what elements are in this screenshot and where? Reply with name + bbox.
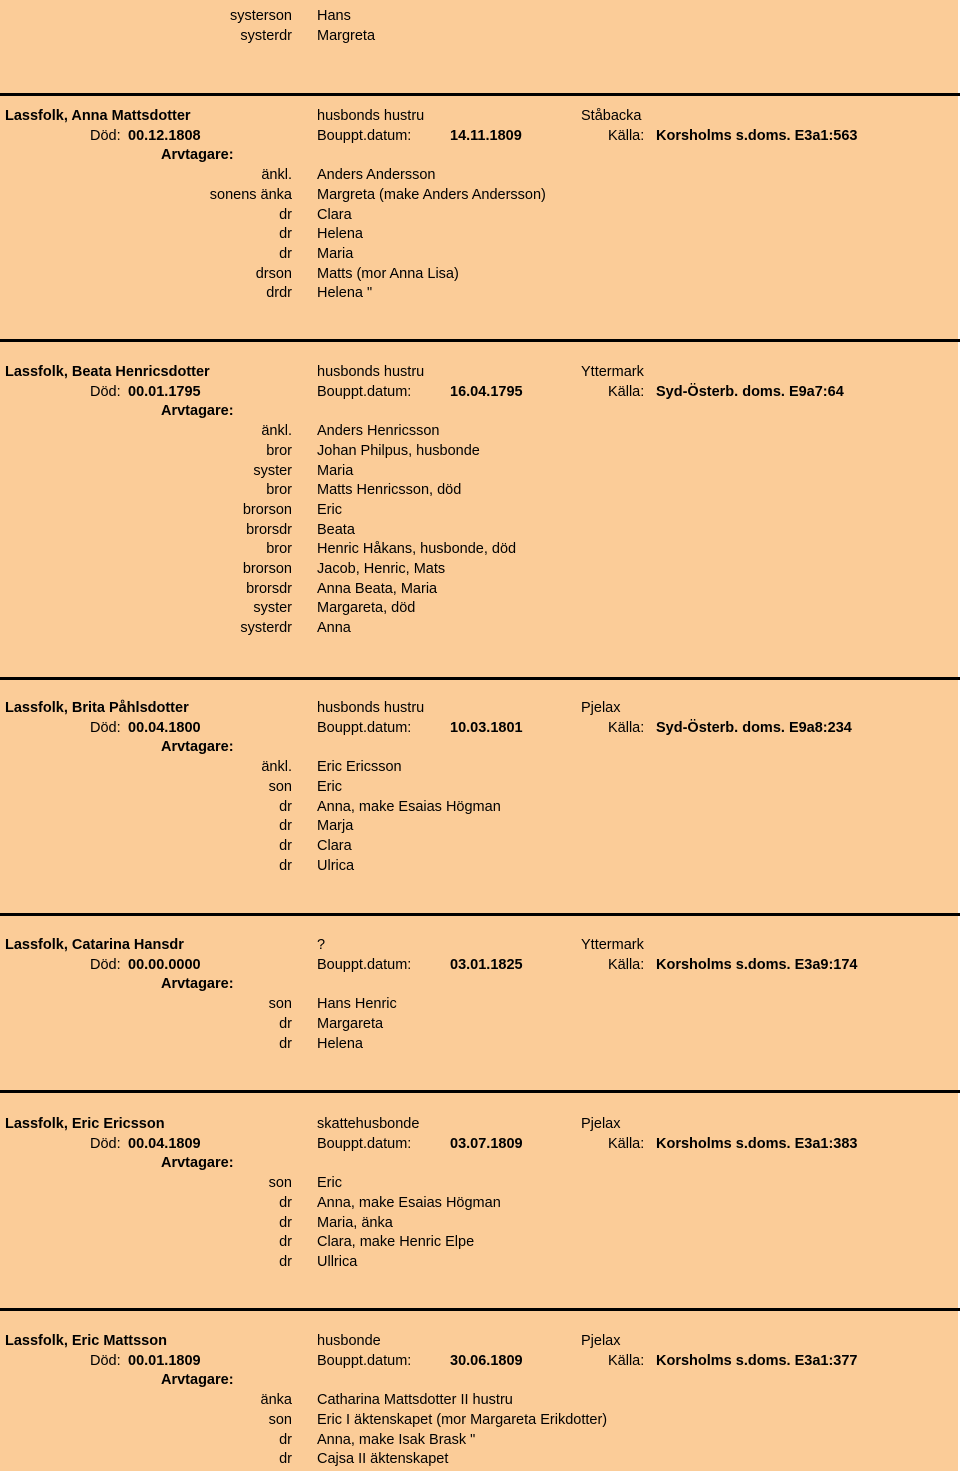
heir-relation: änkl. — [261, 423, 292, 440]
source-label: Källa: — [608, 956, 645, 973]
heirs-heading — [0, 145, 958, 165]
heir-relation: dr — [279, 1035, 292, 1052]
death-date: 00.04.1809 — [128, 1135, 201, 1152]
heirs-heading — [0, 974, 958, 994]
heir-relation: bror — [266, 442, 292, 459]
heir-name: Cajsa II äktenskapet — [317, 1451, 449, 1468]
heir-name: Margreta (make Anders Andersson) — [317, 186, 546, 203]
heir-relation: dr — [279, 837, 292, 854]
record-dates — [0, 126, 958, 146]
heir-relation: son — [268, 778, 292, 795]
heir-relation: systerdr — [240, 28, 292, 44]
heir-name: Margareta — [317, 1015, 384, 1032]
heir-relation: systerson — [229, 8, 292, 24]
death-date-label: Död: — [90, 383, 121, 400]
heir-relation: dr — [279, 1194, 292, 1211]
heir-row — [0, 618, 958, 638]
inventory-date: 30.06.1809 — [450, 1352, 523, 1369]
heir-row — [0, 1232, 958, 1252]
deceased-place: Yttermark — [581, 364, 644, 380]
death-date: 00.04.1800 — [128, 719, 201, 736]
heir-row — [0, 6, 958, 26]
record-dates — [0, 718, 958, 738]
heir-relation: dr — [279, 245, 292, 262]
heir-row — [0, 777, 958, 797]
heir-name: Marja — [317, 818, 354, 835]
deceased-place: Pjelax — [581, 700, 621, 716]
source-label: Källa: — [608, 1352, 645, 1369]
source-reference: Korsholms s.doms. E3a1:383 — [656, 1135, 858, 1152]
death-date-label: Död: — [90, 1352, 121, 1369]
deceased-place: Pjelax — [581, 1333, 621, 1349]
record-dates — [0, 1351, 958, 1371]
heir-relation: brorson — [242, 561, 292, 577]
record-header — [0, 1114, 958, 1134]
heir-name: Helena " — [317, 285, 373, 302]
record-header — [0, 935, 958, 955]
record-header — [0, 1331, 958, 1351]
heir-relation: son — [268, 1411, 292, 1428]
heir-row — [0, 185, 958, 205]
heir-name: Hans — [317, 8, 351, 24]
heir-name: Jacob, Henric, Mats — [317, 561, 446, 577]
heir-row — [0, 283, 958, 303]
inventory-date-label: Bouppt.datum: — [317, 1352, 412, 1369]
inventory-date-label: Bouppt.datum: — [317, 383, 412, 400]
heir-name: Anna, make Isak Brask " — [317, 1431, 476, 1448]
heir-relation: brorson — [242, 501, 292, 518]
heir-name: Eric I äktenskapet (mor Margareta Erikdotter) — [317, 1411, 608, 1428]
death-date: 00.01.1809 — [128, 1352, 201, 1369]
heir-name: Beata — [317, 521, 355, 538]
heirs-label: Arvtagare: — [161, 147, 234, 164]
heir-row — [0, 520, 958, 540]
deceased-place: Yttermark — [581, 937, 644, 953]
heir-name: Matts Henricsson, död — [317, 482, 462, 499]
inventory-date: 16.04.1795 — [450, 383, 523, 400]
inventory-date: 03.01.1825 — [450, 956, 523, 973]
heir-name: Anna, make Esaias Högman — [317, 798, 501, 815]
source-reference: Korsholms s.doms. E3a1:563 — [656, 127, 858, 144]
death-date: 00.12.1808 — [128, 127, 201, 144]
heir-relation: syster — [253, 600, 292, 617]
heir-name: Anna Beata, Maria — [317, 580, 438, 597]
source-label: Källa: — [608, 1135, 645, 1152]
death-date-label: Död: — [90, 1135, 121, 1152]
heir-relation: drson — [255, 265, 292, 282]
heir-row — [0, 500, 958, 520]
heir-name: Anna — [317, 620, 351, 637]
heir-row — [0, 836, 958, 856]
heir-name: Maria, änka — [317, 1214, 393, 1231]
inventory-date-label: Bouppt.datum: — [317, 956, 412, 973]
heir-relation: änkl. — [261, 167, 292, 184]
heir-name: Margreta — [317, 28, 376, 44]
heir-name: Ulrica — [317, 857, 355, 874]
heir-name: Catharina Mattsdotter II hustru — [317, 1392, 513, 1409]
heir-relation: dr — [279, 1451, 292, 1468]
heir-name: Clara — [317, 837, 352, 854]
heir-relation: bror — [266, 541, 292, 558]
inventory-date: 14.11.1809 — [450, 127, 522, 144]
deceased-place: Ståbacka — [581, 108, 642, 124]
heir-relation: son — [268, 1175, 292, 1192]
heir-row — [0, 224, 958, 244]
heir-relation: dr — [279, 226, 292, 243]
heir-relation: dr — [279, 1253, 292, 1270]
heir-name: Eric — [317, 501, 342, 518]
death-date: 00.00.0000 — [128, 956, 201, 973]
death-date-label: Död: — [90, 719, 121, 736]
deceased-role: ? — [317, 937, 326, 953]
heir-row — [0, 421, 958, 441]
heir-row — [0, 205, 958, 225]
heir-row — [0, 1390, 958, 1410]
heir-name: Hans Henric — [317, 996, 397, 1013]
source-reference: Korsholms s.doms. E3a9:174 — [656, 956, 858, 973]
heirs-heading — [0, 737, 958, 757]
record-header — [0, 106, 958, 126]
heirs-heading — [0, 1153, 958, 1173]
heir-row — [0, 559, 958, 579]
heir-relation: dr — [279, 857, 292, 874]
heir-row — [0, 1430, 958, 1450]
heir-row — [0, 244, 958, 264]
heir-relation: bror — [266, 482, 292, 499]
heir-relation: brorsdr — [246, 521, 292, 538]
heir-row — [0, 1252, 958, 1272]
heirs-label: Arvtagare: — [161, 403, 234, 420]
heir-name: Matts (mor Anna Lisa) — [317, 265, 459, 282]
deceased-role: husbonde — [317, 1333, 381, 1349]
heir-row — [0, 1410, 958, 1430]
inventory-date-label: Bouppt.datum: — [317, 719, 412, 736]
heir-relation: syster — [253, 462, 292, 479]
heir-name: Anders Henricsson — [317, 423, 440, 440]
heir-row — [0, 1449, 958, 1469]
heir-row — [0, 264, 958, 284]
heir-relation: brorsdr — [246, 580, 292, 597]
deceased-name: Lassfolk, Eric Mattsson — [5, 1333, 167, 1349]
death-date: 00.01.1795 — [128, 383, 201, 400]
source-label: Källa: — [608, 719, 645, 736]
heir-name: Helena — [317, 226, 363, 243]
heir-name: Margareta, död — [317, 600, 416, 617]
heir-relation: systerdr — [240, 620, 292, 637]
heir-relation: son — [268, 996, 292, 1013]
heir-relation: sonens änka — [209, 186, 292, 203]
deceased-name: Lassfolk, Eric Ericsson — [5, 1116, 165, 1132]
heirs-heading — [0, 401, 958, 421]
heir-row — [0, 461, 958, 481]
heir-row — [0, 816, 958, 836]
inventory-date-label: Bouppt.datum: — [317, 127, 412, 144]
record-dates — [0, 1134, 958, 1154]
heir-relation: dr — [279, 1015, 292, 1032]
heir-name: Clara, make Henric Elpe — [317, 1234, 475, 1251]
heir-relation: dr — [279, 1234, 292, 1251]
deceased-name: Lassfolk, Catarina Hansdr — [5, 937, 184, 953]
death-date-label: Död: — [90, 127, 121, 144]
heir-name: Anna, make Esaias Högman — [317, 1194, 501, 1211]
heir-row — [0, 1193, 958, 1213]
deceased-name: Lassfolk, Brita Påhlsdotter — [5, 700, 189, 716]
heirs-label: Arvtagare: — [161, 1372, 234, 1389]
heir-name: Anders Andersson — [317, 167, 436, 184]
heir-name: Clara — [317, 206, 352, 223]
heir-name: Eric — [317, 1175, 342, 1192]
deceased-role: husbonds hustru — [317, 700, 425, 716]
heir-row — [0, 856, 958, 876]
heir-relation: dr — [279, 818, 292, 835]
heir-relation: änka — [260, 1392, 292, 1409]
record-dates — [0, 382, 958, 402]
heir-relation: dr — [279, 798, 292, 815]
heir-name: Henric Håkans, husbonde, död — [317, 541, 517, 558]
heirs-label: Arvtagare: — [161, 1155, 234, 1172]
source-reference: Syd-Österb. doms. E9a7:64 — [656, 383, 844, 400]
deceased-role: husbonds hustru — [317, 108, 425, 124]
heir-row — [0, 165, 958, 185]
heir-relation: drdr — [266, 285, 292, 302]
deceased-name: Lassfolk, Beata Henricsdotter — [5, 364, 210, 380]
heir-row — [0, 1014, 958, 1034]
heir-row — [0, 1173, 958, 1193]
inventory-date-label: Bouppt.datum: — [317, 1135, 412, 1152]
inventory-date: 03.07.1809 — [450, 1135, 523, 1152]
heirs-heading — [0, 1370, 958, 1390]
heir-row — [0, 441, 958, 461]
heir-row — [0, 757, 958, 777]
heir-name: Eric — [317, 778, 342, 795]
heirs-label: Arvtagare: — [161, 976, 234, 993]
heir-name: Maria — [317, 462, 354, 479]
heir-relation: änkl. — [261, 759, 292, 776]
heir-relation: dr — [279, 1214, 292, 1231]
heir-row — [0, 26, 958, 46]
source-label: Källa: — [608, 127, 645, 144]
deceased-place: Pjelax — [581, 1116, 621, 1132]
deceased-role: husbonds hustru — [317, 364, 425, 380]
heir-row — [0, 797, 958, 817]
heir-name: Ullrica — [317, 1253, 358, 1270]
inventory-date: 10.03.1801 — [450, 719, 523, 736]
heir-name: Maria — [317, 245, 354, 262]
heir-row — [0, 1213, 958, 1233]
heir-name: Eric Ericsson — [317, 759, 402, 776]
source-reference: Syd-Österb. doms. E9a8:234 — [656, 719, 852, 736]
heir-row — [0, 579, 958, 599]
record-dates — [0, 955, 958, 975]
heir-row — [0, 539, 958, 559]
record-header — [0, 698, 958, 718]
heir-name: Helena — [317, 1035, 363, 1052]
heir-relation: dr — [279, 1431, 292, 1448]
heirs-label: Arvtagare: — [161, 739, 234, 756]
heir-row — [0, 480, 958, 500]
deceased-role: skattehusbonde — [317, 1116, 420, 1132]
heir-name: Johan Philpus, husbonde — [317, 442, 480, 459]
heir-row — [0, 598, 958, 618]
heir-relation: dr — [279, 206, 292, 223]
deceased-name: Lassfolk, Anna Mattsdotter — [5, 108, 191, 124]
heir-row — [0, 1034, 958, 1054]
death-date-label: Död: — [90, 956, 121, 973]
record-header — [0, 362, 958, 382]
heir-row — [0, 994, 958, 1014]
source-label: Källa: — [608, 383, 645, 400]
source-reference: Korsholms s.doms. E3a1:377 — [656, 1352, 858, 1369]
